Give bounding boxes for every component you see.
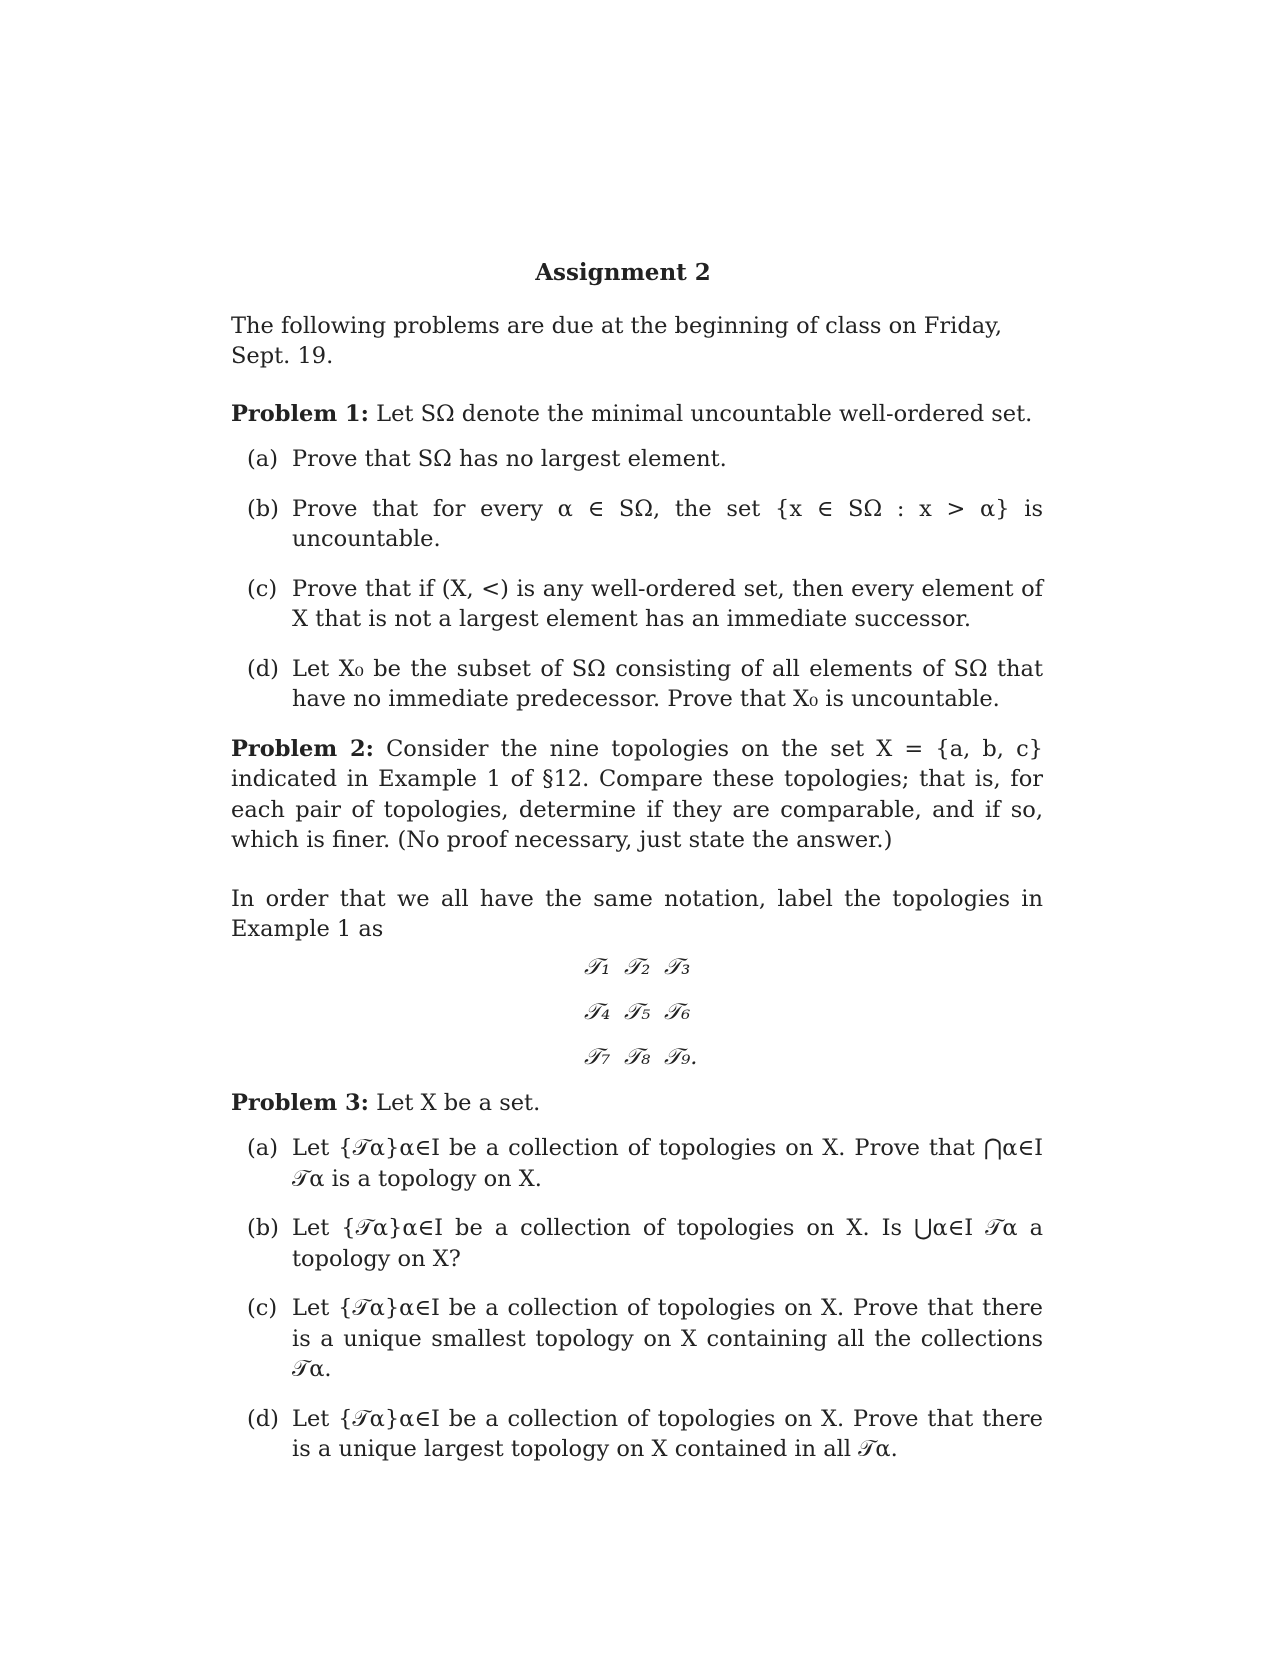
topology-label: 𝒯₁: [584, 953, 611, 980]
part-text: Let {𝒯α}α∈I be a collection of topologies on X. Is ⋃α∈I 𝒯α a topology on X?: [292, 1215, 1043, 1272]
part-label: (d): [247, 655, 279, 682]
problem-3: [231, 1088, 1043, 1465]
topology-labels: [231, 945, 1043, 1080]
problem-2-text: Consider the nine topologies on the set X = {a, b, c} indicated in Example 1 of §12. Compare these topologies; that is, for each pair of topologies, determine if they are comparable, and if so, which is finer. (No proof necessary, just state the answer.): [231, 735, 1043, 853]
document-page: [231, 258, 1043, 1484]
problem-1-part-d: [231, 654, 1043, 715]
problem-1: [231, 399, 1043, 715]
problem-1-part-a: [231, 444, 1043, 475]
problem-1-text: Let SΩ denote the minimal uncountable well-ordered set.: [376, 400, 1033, 427]
part-text: Prove that SΩ has no largest element.: [292, 446, 727, 472]
problem-3-part-a: [231, 1133, 1043, 1194]
part-text: Prove that for every α ∈ SΩ, the set {x ∈ SΩ : x > α} is uncountable.: [292, 495, 1043, 552]
problem-1-label: Problem 1:: [231, 400, 369, 427]
topology-label: 𝒯₄: [584, 998, 611, 1025]
page-title: Assignment 2: [535, 259, 711, 286]
problem-1-parts: [231, 444, 1043, 715]
part-text: Let {𝒯α}α∈I be a collection of topologies on X. Prove that ⋂α∈I 𝒯α is a topology on X.: [292, 1135, 1043, 1192]
part-text: Let {𝒯α}α∈I be a collection of topologies on X. Prove that there is a unique smallest topology on X containing all the collections 𝒯α.: [292, 1295, 1043, 1382]
problem-3-part-d: [231, 1404, 1043, 1465]
problem-3-part-c: [231, 1293, 1043, 1385]
notation-text: In order that we all have the same notation, label the topologies in Example 1 as: [231, 885, 1043, 942]
problem-3-part-b: [231, 1213, 1043, 1274]
problem-3-label: Problem 3:: [231, 1089, 369, 1116]
problem-1-part-c: [231, 574, 1043, 635]
problem-1-part-b: [231, 494, 1043, 555]
topology-label: 𝒯₈: [624, 1043, 651, 1070]
topology-label: 𝒯₅: [624, 998, 651, 1025]
part-label: (b): [247, 1215, 279, 1241]
topology-row: [245, 990, 1043, 1035]
part-label: (d): [247, 1405, 279, 1432]
topology-label: 𝒯₃: [664, 953, 691, 980]
intro-text: The following problems are due at the beginning of class on Friday, Sept. 19.: [231, 312, 1003, 369]
part-label: (b): [247, 495, 279, 522]
topology-label: 𝒯₉.: [664, 1043, 698, 1070]
problem-2: [231, 734, 1043, 1080]
topology-label: 𝒯₂: [624, 953, 651, 980]
problem-3-text: Let X be a set.: [376, 1089, 541, 1116]
part-label: (c): [247, 575, 278, 602]
topology-row: [245, 945, 1043, 990]
problem-2-label: Problem 2:: [231, 735, 374, 762]
part-text: Prove that if (X, <) is any well-ordered set, then every element of X that is not a largest element has an immediate successor.: [292, 575, 1043, 632]
topology-label: 𝒯₇: [584, 1043, 611, 1070]
part-text: Let {𝒯α}α∈I be a collection of topologies on X. Prove that there is a unique largest topology on X contained in all 𝒯α.: [292, 1405, 1043, 1462]
part-text: Let X₀ be the subset of SΩ consisting of all elements of SΩ that have no immediate predecessor. Prove that X₀ is uncountable.: [292, 655, 1043, 712]
problem-3-parts: [231, 1133, 1043, 1465]
topology-label: 𝒯₆: [664, 998, 691, 1025]
part-label: (a): [247, 1135, 278, 1161]
topology-row: [245, 1035, 1043, 1080]
part-label: (a): [247, 446, 278, 472]
part-label: (c): [247, 1295, 278, 1321]
